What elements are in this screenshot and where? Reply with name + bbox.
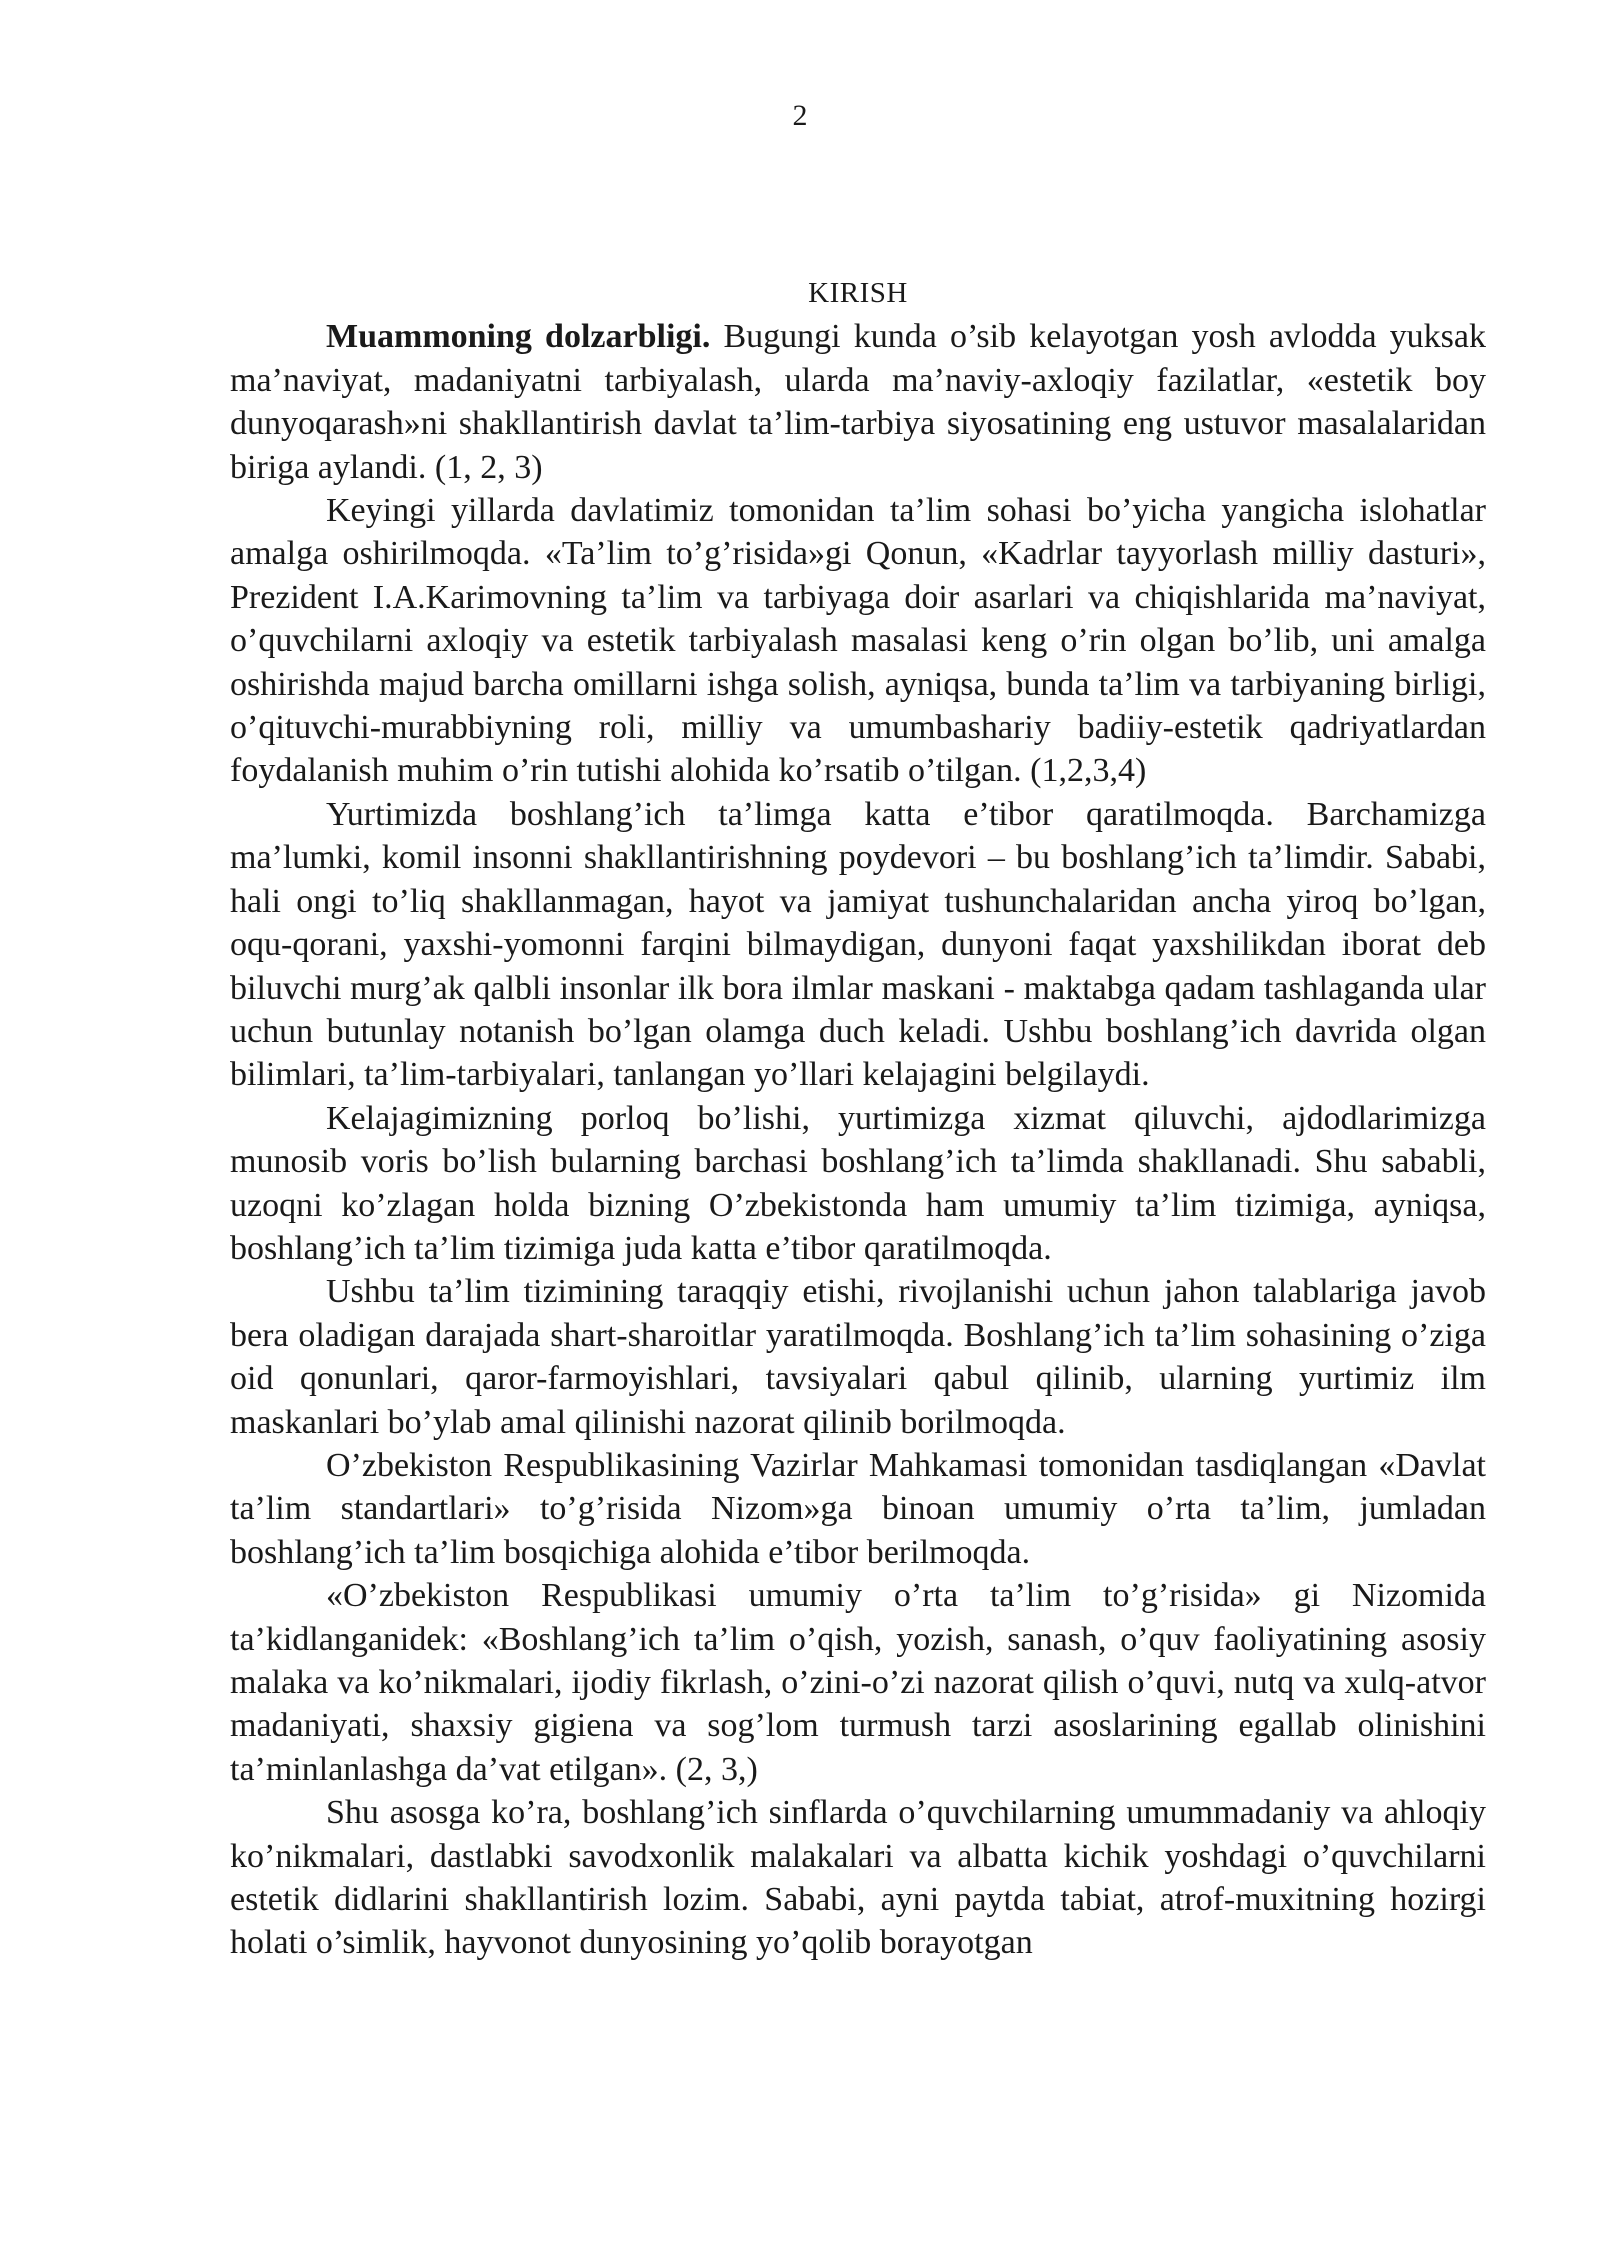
paragraph-8: Shu asosga ko’ra, boshlang’ich sinflarda o’quvchilarning umummadaniy va ahloqiy ko’nikmalari, dastlabki savodxonlik malakalari va albatta kichik yoshdagi o’quvchilarni estetik didlarini shakllantirish lozim. Sababi, ayni paytda tabiat, atrof-muxitning hozirgi holati o’simlik, hayvonot dunyosining yo’qolib borayotgan: [230, 1794, 1486, 1962]
section-heading: KIRISH: [808, 277, 908, 309]
paragraph-3: Yurtimizda boshlang’ich ta’limga katta e’tibor qaratilmoqda. Barchamizga ma’lumki, komil insonni shakllantirishning poydevori – bu boshlang’ich ta’limdir. Sababi, hali ongi to’liq shakllanmagan, hayot va jamiyat tushunchalaridan ancha yiroq bo’lgan, oqu-qorani, yaxshi-yomonni farqini bilmaydigan, dunyoni faqat yaxshilikdan iborat deb biluvchi murg’ak qalbli insonlar ilk bora ilmlar maskani - maktabga qadam tashlaganda ular uchun butunlay notanish bo’lgan olamga duch keladi. Ushbu boshlang’ich davrida olgan bilimlari, ta’lim-tarbiyalari, tanlangan yo’llari kelajagini belgilaydi.: [230, 795, 1486, 1094]
paragraph-4: Kelajagimizning porloq bo’lishi, yurtimizga xizmat qiluvchi, ajdodlarimizga munosib voris bo’lish bularning barchasi boshlang’ich ta’limda shakllanadi. Shu sababli, uzoqni ko’zlagan holda bizning O’zbekistonda ham umumiy ta’lim tizimiga, ayniqsa, boshlang’ich ta’lim tizimiga juda katta e’tibor qaratilmoqda.: [230, 1099, 1486, 1267]
paragraph-6: O’zbekiston Respublikasining Vazirlar Mahkamasi tomonidan tasdiqlangan «Davlat ta’lim standartlari» to’g’risida Nizom»ga binoan umumiy o’rta ta’lim, jumladan boshlang’ich ta’lim bosqichiga alohida e’tibor berilmoqda.: [230, 1446, 1486, 1571]
paragraph-5: Ushbu ta’lim tizimining taraqqiy etishi, rivojlanishi uchun jahon talablariga javob bera oladigan darajada shart-sharoitlar yaratilmoqda. Boshlang’ich ta’lim sohasining o’ziga oid qonunlari, qaror-farmoyishlari, tavsiyalari qabul qilinib, ularning yurtimiz ilm maskanlari bo’ylab amal qilinishi nazorat qilinib borilmoqda.: [230, 1273, 1486, 1441]
document-body: [230, 272, 1486, 1965]
page-number: 2: [792, 99, 808, 132]
paragraph-2: Keyingi yillarda davlatimiz tomonidan ta’lim sohasi bo’yicha yangicha islohatlar amalga oshirilmoqda. «Ta’lim to’g’risida»gi Qonun, «Kadrlar tayyorlash milliy dasturi», Prezident I.A.Karimovning ta’lim va tarbiyaga doir asarlari va chiqishlarida ma’naviyat, o’quvchilarni axloqiy va estetik tarbiyalash masalasi keng o’rin olgan bo’lib, uni amalga oshirishda majud barcha omillarni ishga solish, ayniqsa, bunda ta’lim va tarbiyaning birligi, o’qituvchi-murabbiyning roli, milliy va umumbashariy badiiy-estetik qadriyatlardan foydalanish muhim o’rin tutishi alohida ko’rsatib o’tilgan. (1,2,3,4): [230, 492, 1486, 790]
paragraph-1: [230, 315, 1486, 489]
paragraph-7: «O’zbekiston Respublikasi umumiy o’rta ta’lim to’g’risida» gi Nizomida ta’kidlanganidek: «Boshlang’ich ta’lim o’qish, yozish, sanash, o’quv faoliyatining asosiy malaka va ko’nikmalari, ijodiy fikrlash, o’zini-o’zi nazorat qilish o’quvi, nutq va xulq-atvor madaniyati, shaxsiy gigiena va sog’lom turmush tarzi asoslarining egallab olinishini ta’minlanlashga da’vat etilgan». (2, 3,): [230, 1577, 1486, 1788]
lead-heading: Muammoning dolzarbligi.: [326, 318, 711, 356]
paragraph-text: Bugungi kunda o’sib kelayotgan yosh avlodda yuksak ma’naviyat, madaniyatni tarbiyalash, ularda ma’naviy-axloqiy fazilatlar, «estetik boy dunyoqarash»ni shakllantirish davlat ta’lim-tarbiya siyosatining eng ustuvor masalalaridan biriga aylandi. (1, 2, 3): [230, 318, 1486, 486]
